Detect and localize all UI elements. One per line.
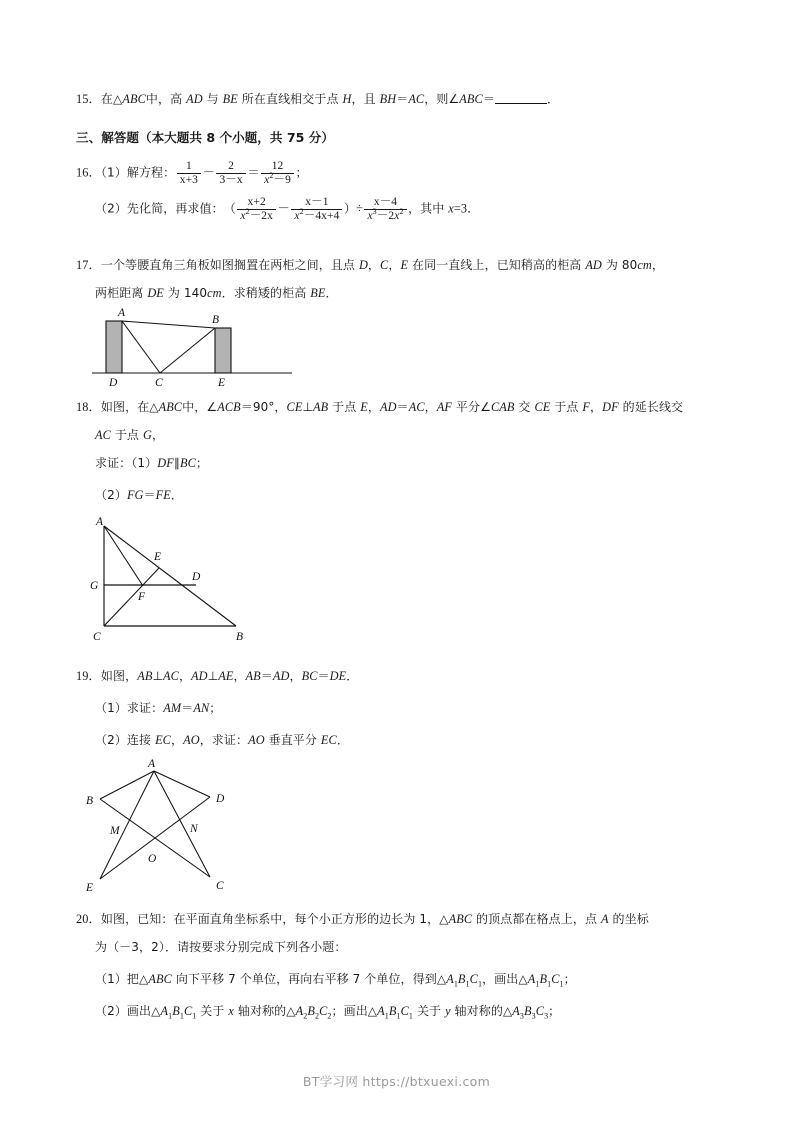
label-A: A — [118, 307, 126, 319]
q20-l4-sub-a1: 1 — [168, 1011, 173, 1021]
q19-l2-t-a: （1）求证： — [95, 701, 164, 715]
q15-var-abc2: ABC — [459, 92, 483, 106]
q18-var-acb: ACB — [217, 400, 241, 414]
q18-l2-comma: ， — [151, 428, 165, 442]
question-16-part1 — [76, 160, 308, 188]
q18-parallel: ∥ — [173, 456, 180, 470]
label-C: C — [93, 631, 101, 643]
label-E: E — [218, 377, 226, 389]
q20-l3-var-a1: A — [446, 972, 454, 986]
q17-comma-1: ， — [367, 258, 381, 272]
q20-l4-var-c1: C — [183, 1004, 193, 1018]
question-18-line-2 — [95, 426, 164, 445]
q18-t-e: 于点 — [328, 400, 361, 414]
cabinet-left — [106, 321, 122, 373]
label-O: O — [148, 853, 157, 865]
q16-eq2-tail: ，其中 — [408, 201, 449, 216]
q18-t-i: 平分∠ — [452, 400, 491, 414]
figure-q19 — [78, 757, 278, 907]
segment-AE — [100, 771, 154, 879]
label-C: C — [155, 377, 163, 389]
q20-var-abc: ABC — [448, 912, 473, 926]
question-20-line-3 — [95, 970, 576, 989]
label-A: A — [96, 516, 104, 528]
q20-l4-sub-b1: 1 — [179, 1011, 184, 1021]
q17-l2-text-b: 为 140 — [163, 286, 208, 300]
q19-l3-var-ec2: EC — [320, 733, 337, 747]
q20-t-a: 如图，已知：在平面直角坐标系中，每个小正方形的边长为 1，△ — [100, 912, 449, 926]
label-B: B — [236, 631, 244, 643]
question-17-line-2 — [95, 284, 338, 303]
q16-eq2-minus: － — [277, 201, 290, 216]
q20-l4-var-a2: A — [295, 1004, 304, 1018]
q18-t-m: 的延长线交 — [618, 400, 684, 414]
q20-l4-var-c2: C — [319, 1004, 328, 1018]
q20-l3-var-c1b: C — [551, 972, 560, 986]
q17-unit-cm-2: cm — [207, 286, 222, 300]
label-B: B — [212, 314, 220, 326]
q20-l4-var-x: x — [228, 1004, 234, 1018]
q20-l4-var-b1c: B — [388, 1004, 397, 1018]
q15-eq-1: ＝ — [396, 92, 409, 106]
q18-var-ad: AD — [380, 400, 397, 414]
q19-l3-var-ec: EC — [155, 733, 171, 747]
q19-l2-var-an: AN — [193, 701, 210, 715]
q15-eq-2: ＝ — [482, 92, 495, 106]
q18-t-a: 如图，在△ — [100, 400, 159, 414]
q17-comma-3: ， — [651, 258, 664, 272]
q20-l4-sub-b1c: 1 — [396, 1011, 401, 1021]
q15-number: 15． — [76, 92, 101, 106]
q16-eq2-value: =3． — [453, 201, 480, 216]
q20-l4-t-f: 轴对称的△ — [450, 1004, 513, 1018]
question-18-line-4 — [95, 486, 183, 505]
q16-op-minus: － — [202, 165, 215, 180]
q19-eq-1: ＝ — [260, 669, 273, 683]
q19-eq-2: ＝ — [317, 669, 330, 683]
fraction-xplus2-over-xsq-minus2x: $\frac{x+2}{x^2-2x}$ — [237, 196, 276, 224]
q20-l4-var-a3: A — [512, 1004, 520, 1018]
label-N: N — [190, 823, 198, 835]
label-M: M — [110, 825, 120, 837]
q15-var-bh: BH — [379, 92, 397, 106]
question-19-line-2 — [95, 699, 221, 718]
q16-lparen: （ — [223, 201, 236, 216]
q18-t-h: ， — [424, 400, 437, 414]
q20-number: 20． — [76, 912, 101, 926]
q20-l4-t-b: 关于 — [196, 1004, 229, 1018]
q20-l4-var-a1c: A — [377, 1004, 385, 1018]
q18-var-ab: AB — [313, 400, 329, 414]
q17-var-be: BE — [310, 286, 326, 300]
q18-l2-var-ac: AC — [95, 428, 111, 442]
q15-text-5: ，且 — [351, 92, 380, 106]
q19-l3-var-ao2: AO — [248, 733, 265, 747]
segment-AF — [104, 526, 143, 586]
q20-var-a: A — [600, 912, 609, 926]
q15-var-ad: AD — [186, 92, 203, 106]
question-20-line-4 — [95, 1002, 560, 1021]
question-18-line-3 — [95, 454, 208, 473]
q20-l3-var-a1b: A — [527, 972, 536, 986]
q15-text-4: 所在直线相交于点 — [237, 92, 343, 106]
q19-l3-t-a: （2）连接 — [95, 733, 156, 747]
segment-BC — [160, 328, 215, 373]
q17-l2-text-c: ．求稍矮的柜高 — [221, 286, 311, 300]
q18-l4-t-a: （2） — [95, 488, 127, 502]
q17-var-de: DE — [147, 286, 164, 300]
q20-l4-var-y: y — [445, 1004, 451, 1018]
q15-var-ac: AC — [408, 92, 425, 106]
segment-AD — [154, 771, 210, 797]
fraction-12-over-xsq-minus9: $\frac{12}{x^2-9}$ — [261, 160, 294, 188]
figure-q18 — [88, 516, 278, 644]
q18-t-g: ＝ — [396, 400, 409, 414]
q20-l3-var-abc: ABC — [148, 972, 172, 986]
q20-l4-var-b1: B — [172, 1004, 180, 1018]
q20-l4-t-d: ；画出△ — [331, 1004, 378, 1018]
q19-var-ac: AC — [163, 669, 179, 683]
q20-l4-semicolon: ； — [548, 1004, 561, 1018]
q16-number: 16． — [76, 165, 101, 180]
q16-eq2-var-x: x — [448, 201, 454, 216]
q19-period: ． — [346, 669, 359, 683]
segment-AC — [122, 321, 160, 373]
footer-watermark: BT学习网 https://btxuexi.com — [302, 1074, 491, 1089]
q17-text-d: 在同一直线上，已知稍高的柜高 — [408, 258, 586, 272]
q20-l4-sub-b3: 3 — [531, 1011, 536, 1021]
q19-comma-2: ， — [233, 669, 246, 683]
label-C: C — [216, 880, 224, 892]
segment-CE — [104, 568, 159, 626]
q20-l4-var-a1: A — [160, 1004, 169, 1018]
q18-l4-period: ． — [170, 488, 183, 502]
q17-comma-2: ， — [388, 258, 401, 272]
q17-var-e: E — [400, 258, 409, 272]
question-16-part2 — [95, 196, 480, 224]
q18-var-cab: CAB — [490, 400, 515, 414]
q18-l2-t-a: 于点 — [110, 428, 143, 442]
q18-t-l: ， — [590, 400, 603, 414]
q20-l4-sub-c2: 2 — [327, 1011, 332, 1021]
q19-var-de: DE — [329, 669, 347, 683]
fraction-xminus4-over-xcube-minus2xsq: $\frac{x-4}{x^3-2x^2}$ — [364, 196, 406, 224]
q20-l4-sub-b2: 2 — [314, 1011, 320, 1021]
segment-AB — [122, 321, 215, 328]
q15-answer-blank[interactable] — [495, 92, 547, 104]
q20-l4-sub-a2: 2 — [303, 1011, 308, 1021]
q15-text-2: 中，高 — [145, 92, 187, 106]
q20-l4-var-c3: C — [535, 1004, 545, 1018]
q18-t-f: ， — [367, 400, 381, 414]
fraction-2-over-3minusx: $\frac{2}{3-x}$ — [216, 160, 245, 188]
q18-var-e: E — [360, 400, 368, 414]
q19-perp-2: ⊥ — [207, 669, 219, 683]
q20-l4-var-b3: B — [524, 1004, 532, 1018]
q20-t-b: 的顶点都在格点上，点 — [472, 912, 601, 926]
q18-var-abc: ABC — [158, 400, 183, 414]
q20-l3-sub-c1: 1 — [477, 979, 483, 989]
segment-AC — [154, 771, 210, 877]
q16-part2-label: （2）先化简，再求值： — [95, 201, 224, 216]
section-heading-3: 三、解答题（本大题共 8 个小题，共 75 分） — [76, 130, 334, 145]
q18-l4-var-fg: FG — [126, 488, 144, 502]
q20-l3-var-c1: C — [469, 972, 478, 986]
q15-text-7: ，则∠ — [424, 92, 460, 106]
q18-l3-var-df: DF — [157, 456, 174, 470]
question-18-line-1 — [76, 398, 683, 417]
q20-l4-sub-c1c: 1 — [408, 1011, 414, 1021]
label-G: G — [90, 580, 99, 592]
segment-AB — [100, 771, 154, 799]
q20-l4-t-e: 关于 — [413, 1004, 446, 1018]
question-20-line-1 — [76, 910, 649, 929]
segment-AB — [104, 526, 236, 626]
q18-l4-var-fe: FE — [155, 488, 171, 502]
figure-q17 — [92, 303, 302, 391]
q17-var-ad: AD — [585, 258, 602, 272]
fraction-1-over-xplus3: $\frac{1}{x+3}$ — [177, 160, 201, 188]
q20-l4-sub-c1: 1 — [192, 1011, 197, 1021]
q20-l3-t-c: ，画出△ — [482, 972, 528, 986]
q20-l4-sub-c3: 3 — [544, 1011, 549, 1021]
label-F: F — [138, 591, 146, 603]
q19-l3-period: ． — [336, 733, 349, 747]
q17-number: 17． — [76, 258, 101, 272]
q16-rparen: ） — [343, 201, 357, 216]
q19-l2-var-am: AM — [163, 701, 182, 715]
q19-l3-t-c: ，求证： — [199, 733, 249, 747]
segment-DE — [100, 797, 210, 879]
q18-l3-t-a: 求证：（1） — [95, 456, 158, 470]
q20-l3-sub-a1: 1 — [453, 979, 458, 989]
question-20-line-2 — [95, 938, 346, 957]
q18-var-ce2: CE — [534, 400, 551, 414]
q19-var-bc: BC — [301, 669, 318, 683]
q17-l2-period: ． — [325, 286, 338, 300]
q16-eq2-divide: ÷ — [356, 201, 363, 216]
q15-text-1: 在△ — [100, 92, 123, 106]
q18-t-j: 交 — [514, 400, 535, 414]
q20-l4-sub-a1c: 1 — [384, 1011, 389, 1021]
q19-var-ab: AB — [137, 669, 153, 683]
q17-text-e: 为 80 — [601, 258, 638, 272]
question-15 — [76, 90, 559, 109]
q16-op-equals: ＝ — [247, 165, 260, 180]
q18-var-ac: AC — [408, 400, 425, 414]
q18-t-b: 中，∠ — [182, 400, 218, 414]
label-B: B — [86, 795, 94, 807]
question-19-line-3 — [95, 731, 349, 750]
q18-l2-var-g: G — [142, 428, 152, 442]
q20-l4-var-c1c: C — [400, 1004, 409, 1018]
q15-var-be: BE — [222, 92, 238, 106]
q20-l4-t-c: 轴对称的△ — [233, 1004, 296, 1018]
q19-comma-3: ， — [289, 669, 302, 683]
q15-text-3: 与 — [202, 92, 223, 106]
cabinet-right — [215, 328, 231, 373]
q18-t-c: ＝90°， — [240, 400, 287, 414]
label-D: D — [216, 793, 225, 805]
q15-period: ． — [546, 92, 560, 106]
q20-l3-var-b1b: B — [539, 972, 548, 986]
q20-l3-var-b1: B — [457, 972, 466, 986]
q18-var-f: F — [582, 400, 591, 414]
q19-t-a: 如图， — [100, 669, 138, 683]
q15-var-abc: ABC — [122, 92, 146, 106]
q19-var-ae: AE — [218, 669, 234, 683]
q20-l4-t-a: （2）画出△ — [95, 1004, 161, 1018]
q19-l3-t-d: 垂直平分 — [264, 733, 321, 747]
q18-l4-equals: ＝ — [143, 488, 156, 502]
q20-l2-t-a: 为（－3，2）．请按要求分别完成下列各小题： — [95, 940, 347, 954]
q18-number: 18． — [76, 400, 101, 414]
q15-var-h: H — [342, 92, 352, 106]
q17-var-c: C — [380, 258, 389, 272]
q20-l3-semicolon: ； — [563, 972, 576, 986]
q20-l4-var-b2: B — [307, 1004, 315, 1018]
q19-perp-1: ⊥ — [152, 669, 164, 683]
q18-var-ce: CE — [286, 400, 303, 414]
q18-l3-semicolon: ； — [195, 456, 208, 470]
q19-l2-semicolon: ； — [209, 701, 222, 715]
q18-var-df: DF — [602, 400, 619, 414]
q19-l3-var-ao: AO — [183, 733, 200, 747]
q20-l3-sub-c1b: 1 — [559, 979, 564, 989]
question-17-line-1 — [76, 256, 664, 275]
q20-t-c: 的坐标 — [608, 912, 649, 926]
q19-number: 19． — [76, 669, 101, 683]
q19-comma-1: ， — [178, 669, 192, 683]
q16-equation-1 — [175, 160, 295, 188]
q16-part1-end: ； — [295, 165, 308, 180]
label-D: D — [109, 377, 118, 389]
q17-text-a: 一个等腰直角三角板如图搁置在两柜之间，且点 — [100, 258, 359, 272]
q20-l3-sub-a1b: 1 — [535, 979, 540, 989]
q17-var-d: D — [358, 258, 368, 272]
q20-l4-sub-a3: 3 — [519, 1011, 525, 1021]
q18-l3-var-bc: BC — [179, 456, 196, 470]
q16-equation-2 — [224, 196, 408, 224]
q18-var-af: AF — [436, 400, 452, 414]
q17-unit-cm-1: cm — [637, 258, 652, 272]
q18-t-k: 于点 — [550, 400, 583, 414]
q18-perp-1: ⊥ — [302, 400, 314, 414]
q19-var-ab2: AB — [245, 669, 261, 683]
label-A: A — [148, 758, 156, 770]
q16-part1-label: （1）解方程： — [100, 165, 176, 180]
q19-var-ad2: AD — [272, 669, 290, 683]
q19-var-ad: AD — [191, 669, 208, 683]
q20-l3-sub-b1b: 1 — [547, 979, 552, 989]
q17-l2-text-a: 两柜距离 — [95, 286, 148, 300]
q20-l3-t-b: 向下平移 7 个单位，再向右平移 7 个单位，得到△ — [171, 972, 447, 986]
label-E: E — [154, 551, 162, 563]
label-E: E — [86, 882, 94, 894]
q20-l3-sub-b1: 1 — [465, 979, 470, 989]
q19-l2-equals: ＝ — [181, 701, 194, 715]
label-D: D — [192, 571, 201, 583]
q20-l3-t-a: （1）把△ — [95, 972, 149, 986]
q19-l3-comma: ， — [170, 733, 184, 747]
fraction-xminus1-over-xsq-minus4xplus4: $\frac{x-1}{x^2-4x+4}$ — [291, 196, 342, 224]
question-19-line-1 — [76, 667, 358, 686]
